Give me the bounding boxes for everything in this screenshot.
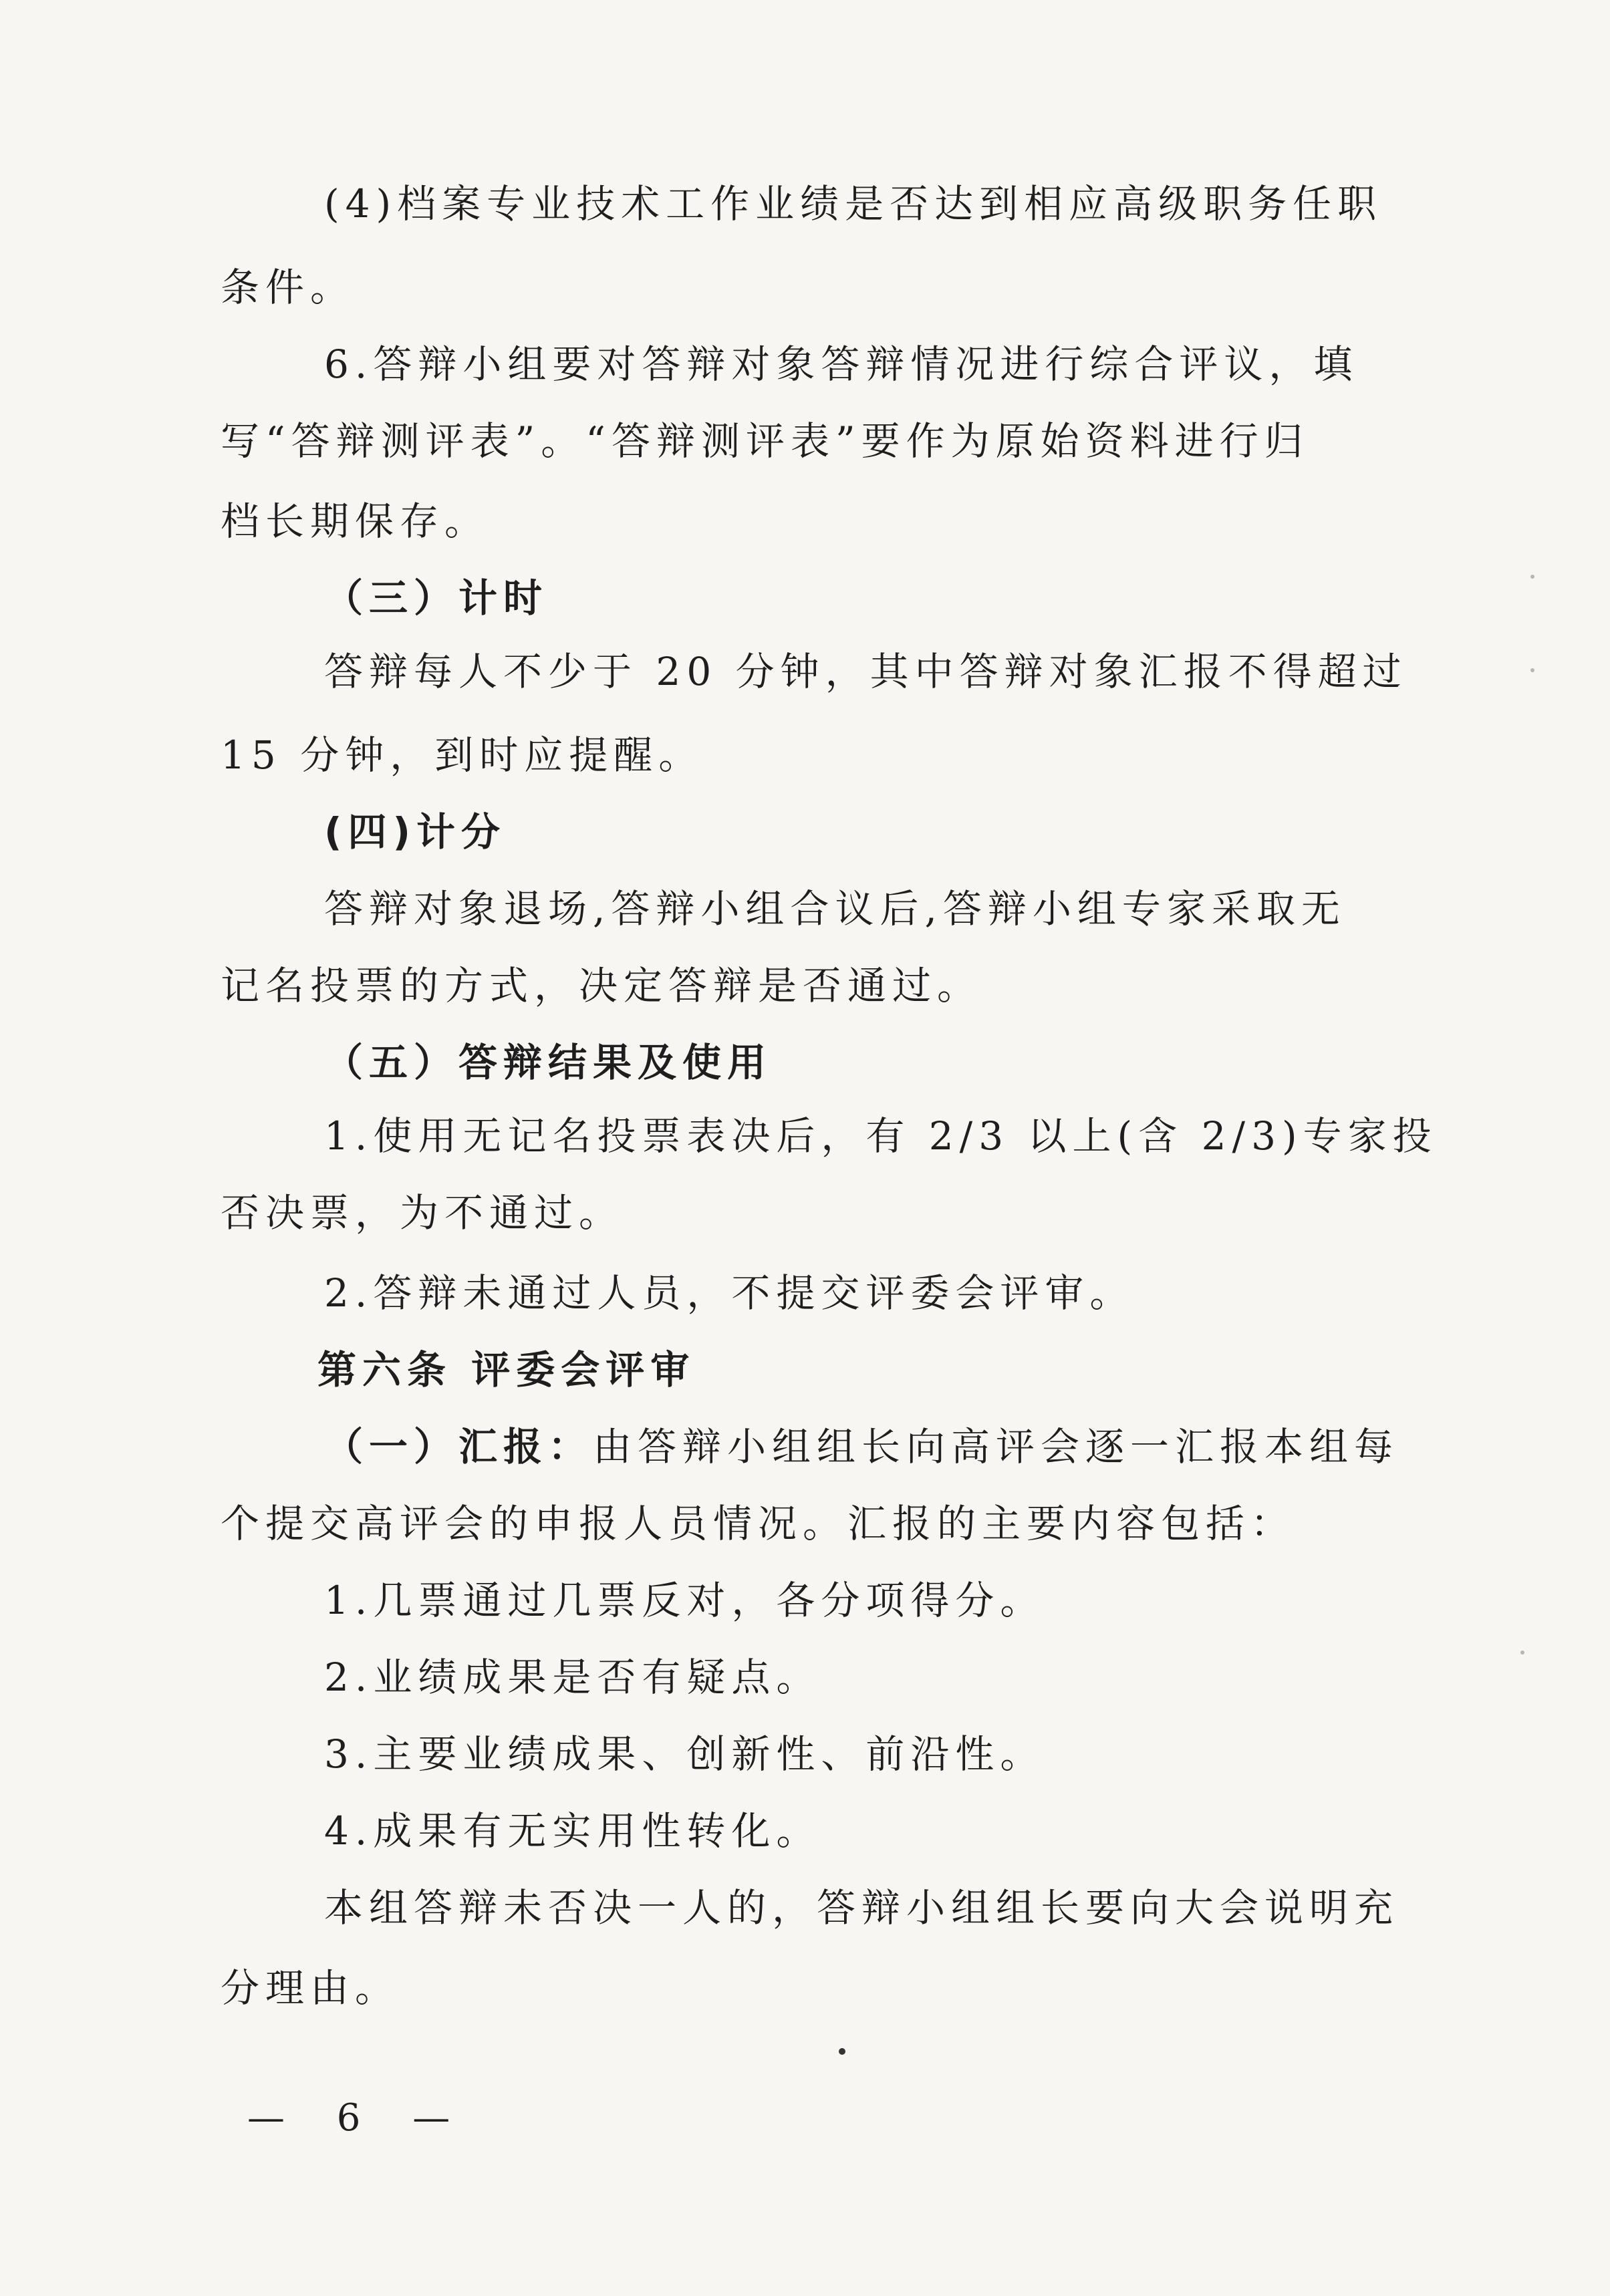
text-line: 分理由。 — [221, 1965, 400, 2011]
text-line: 写“答辩测评表”。“答辩测评表”要作为原始资料进行归 — [221, 418, 1309, 464]
text-line: 第六条 评委会评审 — [317, 1347, 696, 1393]
text-line: (四)计分 — [324, 809, 507, 855]
text-line: 条件。 — [221, 265, 356, 310]
text-line: （五）答辩结果及使用 — [324, 1040, 773, 1085]
text-line: 答辩对象退场,答辩小组合议后,答辩小组专家采取无 — [324, 886, 1346, 931]
text-line: （三）计时 — [324, 575, 549, 621]
text-line: 答辩每人不少于 20 分钟，其中答辩对象汇报不得超过 — [324, 649, 1407, 694]
text-line: 档长期保存。 — [221, 498, 490, 544]
text-line: 本组答辩未否决一人的，答辩小组组长要向大会说明充 — [324, 1885, 1399, 1930]
text-line-rest: 由答辩小组组长向高评会逐一汇报本组每 — [593, 1424, 1399, 1469]
scan-speck — [1520, 1651, 1524, 1655]
scan-speck — [839, 2048, 845, 2055]
text-line: 15 分钟，到时应提醒。 — [221, 732, 704, 778]
text-line: 6.答辩小组要对答辩对象答辩情况进行综合评议，填 — [324, 341, 1359, 387]
page-number-footer: — 6 — — [247, 2096, 471, 2140]
scan-speck — [1530, 668, 1534, 672]
scan-speck — [1530, 575, 1534, 579]
text-line: 2.答辩未通过人员，不提交评委会评审。 — [324, 1270, 1135, 1316]
text-line: 3.主要业绩成果、创新性、前沿性。 — [324, 1731, 1045, 1777]
text-line-bold-prefix: （一）汇报： — [324, 1424, 593, 1469]
text-line: 2.业绩成果是否有疑点。 — [324, 1655, 821, 1700]
text-line — [324, 1420, 1399, 1473]
text-line: 记名投票的方式，决定答辩是否通过。 — [221, 963, 982, 1008]
text-line: 否决票，为不通过。 — [221, 1190, 624, 1236]
text-line: (4)档案专业技术工作业绩是否达到相应高级职务任职 — [324, 181, 1383, 227]
text-line: 个提交高评会的申报人员情况。汇报的主要内容包括： — [221, 1501, 1296, 1546]
text-line: 1.几票通过几票反对，各分项得分。 — [324, 1578, 1045, 1623]
text-line: 1.使用无记名投票表决后，有 2/3 以上(含 2/3)专家投 — [324, 1113, 1438, 1159]
text-line: 4.成果有无实用性转化。 — [324, 1808, 821, 1854]
